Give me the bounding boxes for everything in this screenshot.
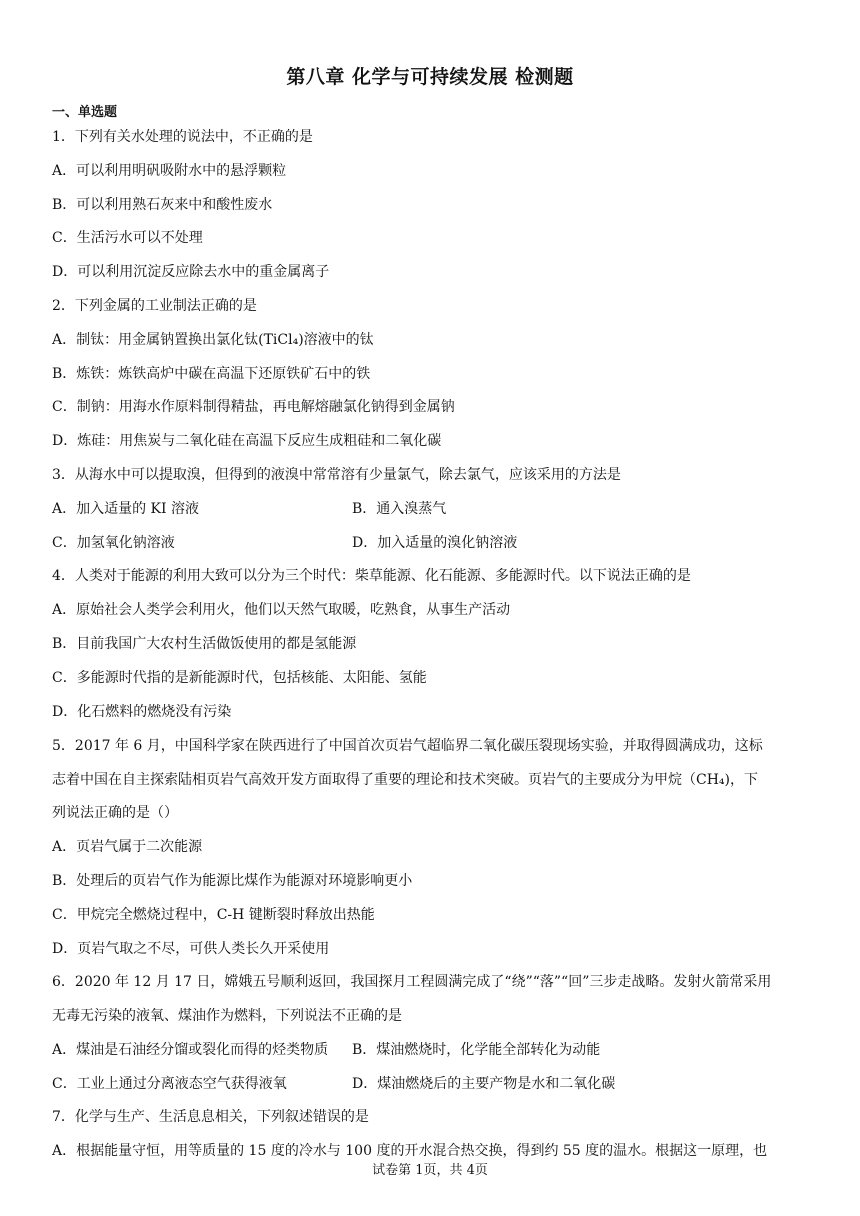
question-5-stem-line-3: 列说法正确的是（）	[52, 805, 178, 821]
question-5-option-d: D．页岩气取之不尽，可供人类长久开采使用	[52, 941, 330, 957]
question-6-option-c: C．工业上通过分离液态空气获得液氧	[52, 1076, 287, 1092]
question-3-option-a: A．加入适量的 KI 溶液	[52, 501, 199, 517]
question-1-stem: 1．下列有关水处理的说法中，不正确的是	[52, 129, 313, 145]
question-6-option-a: A．煤油是石油经分馏或裂化而得的烃类物质	[52, 1042, 329, 1058]
question-3-stem: 3．从海水中可以提取溴，但得到的液溴中常常溶有少量氯气，除去氯气，应该采用的方法是	[52, 467, 621, 483]
question-2-option-d: D．炼硅：用焦炭与二氧化硅在高温下反应生成粗硅和二氧化碳	[52, 433, 442, 449]
question-6-option-d: D．煤油燃烧后的主要产物是水和二氧化碳	[352, 1076, 616, 1092]
question-6-option-b: B．煤油燃烧时，化学能全部转化为动能	[352, 1042, 601, 1058]
question-1-option-b: B．可以利用熟石灰来中和酸性废水	[52, 197, 273, 213]
question-5-stem-line-1: 5．2017 年 6 月，中国科学家在陕西进行了中国首次页岩气超临界二氧化碳压裂现场实验，并取得圆满成功，这标	[52, 738, 763, 754]
section-heading: 一、单选题	[52, 105, 118, 120]
question-5-option-b: B．处理后的页岩气作为能源比煤作为能源对环境影响更小	[52, 873, 413, 889]
question-1-option-d: D．可以利用沉淀反应除去水中的重金属离子	[52, 264, 330, 280]
question-3-option-d: D．加入适量的溴化钠溶液	[352, 535, 518, 551]
page-title: 第八章 化学与可持续发展 检测题	[286, 66, 574, 88]
question-3-option-b: B．通入溴蒸气	[352, 501, 447, 517]
page-footer: 试卷第 1页，共 4页	[372, 1163, 488, 1178]
question-7-stem: 7．化学与生产、生活息息相关，下列叙述错误的是	[52, 1109, 369, 1125]
question-3-option-c: C．加氢氧化钠溶液	[52, 535, 175, 551]
question-2-option-c: C．制钠：用海水作原料制得精盐，再电解熔融氯化钠得到金属钠	[52, 399, 455, 415]
question-5-option-c: C．甲烷完全燃烧过程中，C-H 键断裂时释放出热能	[52, 907, 375, 923]
question-2-stem: 2．下列金属的工业制法正确的是	[52, 298, 257, 314]
question-7-option-a: A．根据能量守恒，用等质量的 15 度的冷水与 100 度的开水混合热交换，得到约 55 度的温水。根据这一原理，也	[52, 1143, 768, 1159]
question-4-stem: 4．人类对于能源的利用大致可以分为三个时代：柴草能源、化石能源、多能源时代。以下说法正确的是	[52, 568, 691, 584]
question-2-option-a: A．制钛：用金属钠置换出氯化钛(TiCl₄)溶液中的钛	[52, 332, 374, 348]
question-2-option-b: B．炼铁：炼铁高炉中碳在高温下还原铁矿石中的铁	[52, 366, 371, 382]
question-4-option-d: D．化石燃料的燃烧没有污染	[52, 704, 232, 720]
question-1-option-c: C．生活污水可以不处理	[52, 230, 203, 246]
question-5-stem-line-2: 志着中国在自主探索陆相页岩气高效开发方面取得了重要的理论和技术突破。页岩气的主要成分为甲烷（CH₄)，下	[52, 772, 758, 788]
question-5-option-a: A．页岩气属于二次能源	[52, 839, 203, 855]
question-4-option-a: A．原始社会人类学会利用火，他们以天然气取暖，吃熟食，从事生产活动	[52, 602, 511, 618]
question-4-option-c: C．多能源时代指的是新能源时代，包括核能、太阳能、氢能	[52, 670, 427, 686]
question-1-option-a: A．可以利用明矾吸附水中的悬浮颗粒	[52, 163, 287, 179]
question-6-stem-line-1: 6．2020 年 12 月 17 日，嫦娥五号顺利返回，我国探月工程圆满完成了“绕”“落”“回”三步走战略。发射火箭常采用	[52, 974, 772, 990]
question-6-stem-line-2: 无毒无污染的液氧、煤油作为燃料，下列说法不正确的是	[52, 1008, 402, 1024]
question-4-option-b: B．目前我国广大农村生活做饭使用的都是氢能源	[52, 636, 357, 652]
